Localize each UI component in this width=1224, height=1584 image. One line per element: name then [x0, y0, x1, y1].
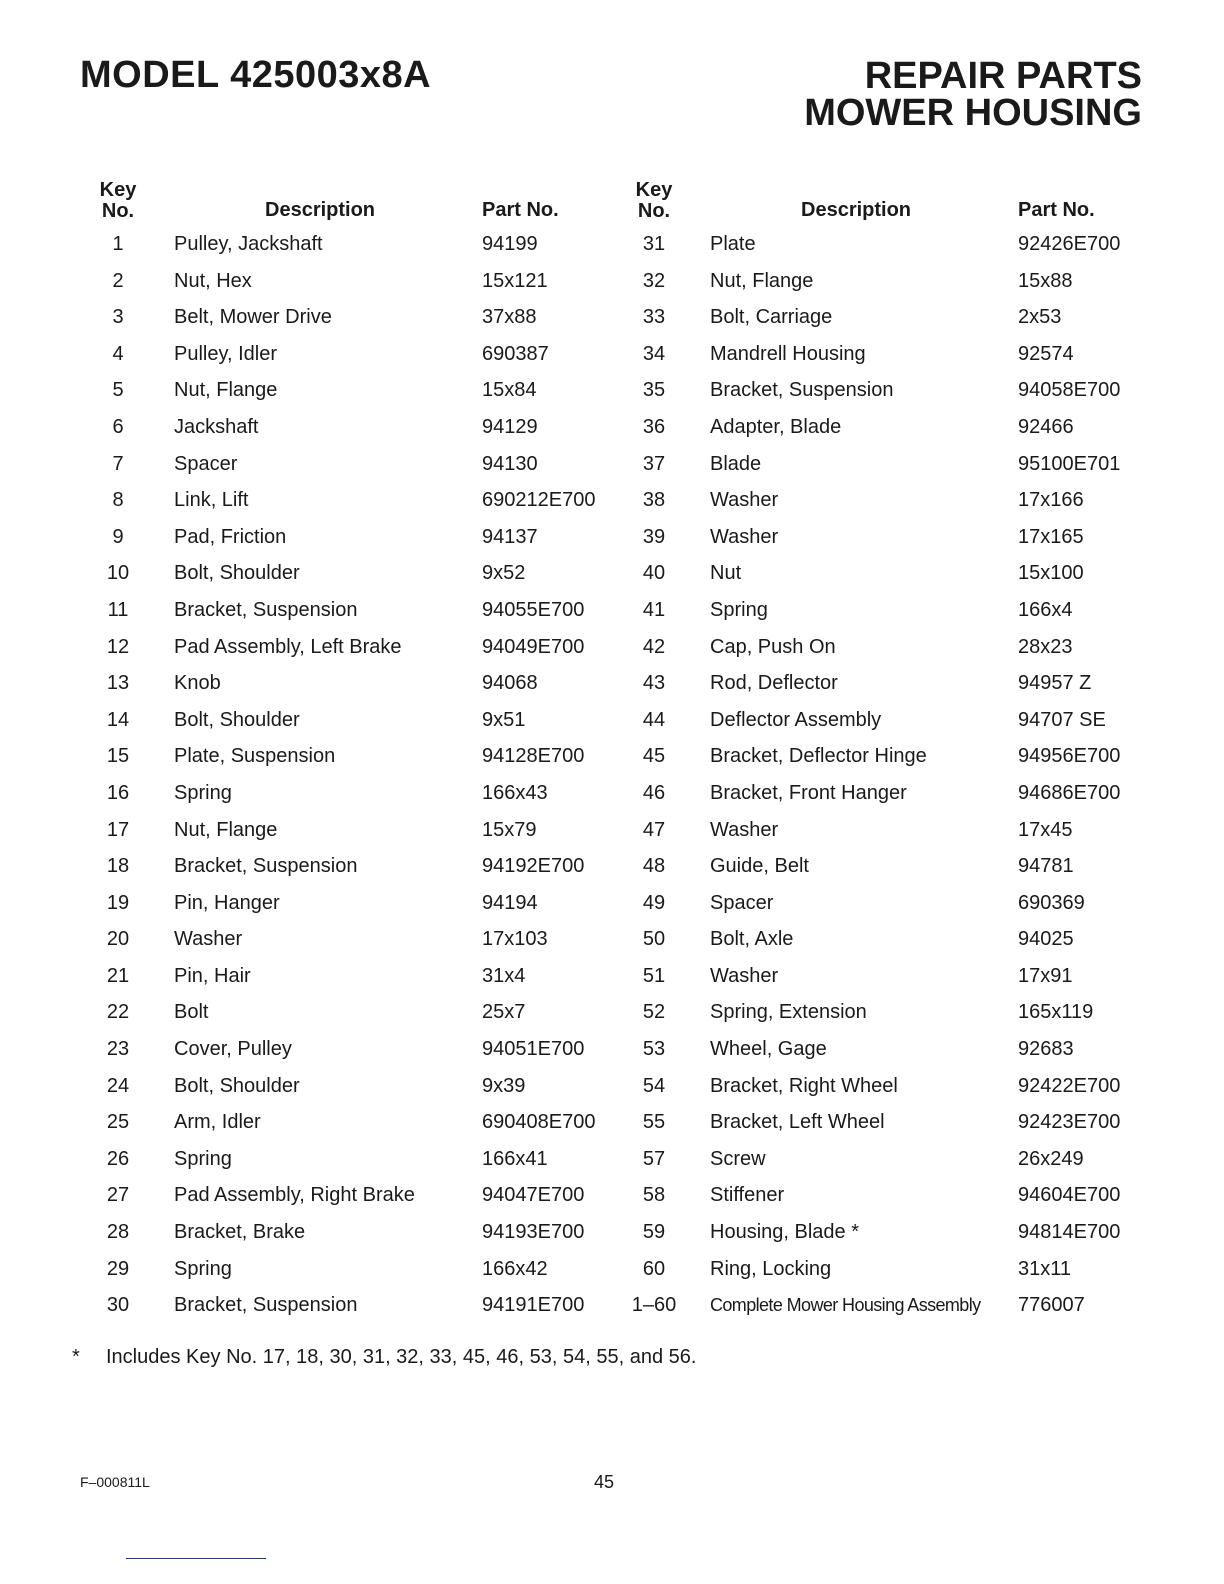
part-number: 94128E700 [482, 745, 585, 768]
key-number: 40 [642, 562, 666, 585]
part-description: Bolt, Axle [710, 928, 794, 951]
part-description: Bracket, Suspension [174, 855, 358, 878]
table-row [88, 885, 608, 922]
part-description: Bolt, Shoulder [174, 1074, 300, 1097]
key-number: 59 [642, 1221, 666, 1244]
part-description: Rod, Deflector [710, 672, 838, 695]
part-description: Jackshaft [174, 415, 259, 438]
table-row [88, 994, 608, 1031]
key-number: 39 [642, 525, 666, 548]
table-row [88, 372, 608, 409]
part-number: 92683 [1018, 1038, 1074, 1061]
table-row [88, 738, 608, 775]
part-description: Plate, Suspension [174, 745, 336, 768]
part-description: Bolt, Shoulder [174, 708, 300, 731]
table-row [88, 1031, 608, 1068]
part-number: 94137 [482, 525, 538, 548]
part-number: 92422E700 [1018, 1074, 1121, 1097]
part-number: 31x11 [1018, 1257, 1072, 1280]
key-number: 28 [106, 1221, 130, 1244]
part-number: 28x23 [1018, 635, 1073, 658]
key-number: 46 [642, 781, 666, 804]
part-description: Bracket, Front Hanger [710, 781, 907, 804]
key-number: 34 [642, 342, 666, 365]
part-description: Bracket, Brake [174, 1221, 306, 1244]
table-row [624, 629, 1144, 666]
key-number: 29 [106, 1257, 130, 1280]
part-number: 94193E700 [482, 1221, 585, 1244]
part-number: 92574 [1018, 342, 1074, 365]
part-description: Plate [710, 233, 756, 255]
table-row [624, 665, 1144, 702]
part-description: Washer [174, 928, 243, 951]
part-description: Pulley, Jackshaft [174, 233, 323, 255]
part-number: 94604E700 [1018, 1184, 1121, 1207]
key-number: 25 [106, 1111, 130, 1134]
part-number: 26x249 [1018, 1147, 1084, 1170]
part-number: 25x7 [482, 1001, 526, 1024]
key-number: 55 [642, 1111, 666, 1134]
part-number: 17x91 [1018, 964, 1073, 987]
key-number: 17 [106, 818, 130, 841]
part-number: 94707 SE [1018, 708, 1106, 731]
key-number: 23 [106, 1038, 130, 1061]
table-row [624, 1141, 1144, 1178]
key-number: 49 [642, 891, 666, 914]
table-row [624, 958, 1144, 995]
part-number: 15x88 [1018, 269, 1073, 292]
table-row [624, 1068, 1144, 1105]
key-number: 47 [642, 818, 666, 841]
key-number: 22 [106, 1001, 130, 1024]
part-description: Arm, Idler [174, 1111, 261, 1134]
table-row [88, 629, 608, 666]
key-number: 7 [112, 452, 124, 475]
part-description: Bracket, Left Wheel [710, 1111, 885, 1134]
table-row [624, 336, 1144, 373]
part-number: 37x88 [482, 306, 537, 329]
footnote-marker: * [72, 1346, 80, 1368]
right-description-header: Description [801, 199, 912, 221]
part-description: Bolt, Carriage [710, 306, 833, 329]
part-description: Housing, Blade * [710, 1221, 859, 1244]
part-number: 92466 [1018, 415, 1074, 438]
table-row [88, 482, 608, 519]
key-number: 1–60 [631, 1294, 677, 1317]
part-number: 690369 [1018, 891, 1085, 914]
part-number: 94781 [1018, 855, 1074, 878]
key-number: 37 [642, 452, 666, 475]
part-number: 17x165 [1018, 525, 1084, 548]
table-row [624, 482, 1144, 519]
table-row [624, 848, 1144, 885]
table-row [88, 592, 608, 629]
table-row [88, 336, 608, 373]
part-description: Adapter, Blade [710, 415, 842, 438]
part-number: 15x100 [1018, 562, 1084, 585]
part-description: Spring [174, 1147, 232, 1170]
table-row [624, 921, 1144, 958]
part-number: 95100E701 [1018, 452, 1121, 475]
key-number: 50 [642, 928, 666, 951]
part-description: Pad Assembly, Left Brake [174, 635, 402, 658]
footnote-text: Includes Key No. 17, 18, 30, 31, 32, 33, 45, 46, 53, 54, 55, and 56. [106, 1346, 697, 1368]
left-description-header: Description [265, 199, 376, 221]
table-row [88, 226, 608, 263]
part-description: Nut, Hex [174, 269, 252, 292]
key-number: 58 [642, 1184, 666, 1207]
table-row [88, 446, 608, 483]
part-description: Cover, Pulley [174, 1038, 292, 1061]
part-number: 94049E700 [482, 635, 585, 658]
part-description: Wheel, Gage [710, 1038, 827, 1061]
table-row [88, 555, 608, 592]
part-number: 94686E700 [1018, 781, 1121, 804]
table-row [88, 263, 608, 300]
right-parts-table [624, 226, 1144, 1324]
table-row [88, 958, 608, 995]
table-row [624, 409, 1144, 446]
key-number: 16 [106, 781, 130, 804]
table-row [624, 1104, 1144, 1141]
key-number: 44 [642, 708, 666, 731]
part-number: 9x51 [482, 708, 526, 731]
table-row [88, 921, 608, 958]
table-row [88, 775, 608, 812]
part-description: Stiffener [710, 1184, 785, 1207]
key-number: 43 [642, 672, 666, 695]
part-description: Washer [710, 818, 779, 841]
section-title-line2: MOWER HOUSING [804, 92, 1142, 134]
table-row [624, 994, 1144, 1031]
part-number: 166x41 [482, 1147, 548, 1170]
model-title: MODEL 425003x8A [80, 54, 432, 96]
left-part-no-header: Part No. [482, 199, 559, 221]
part-number: 92426E700 [1018, 233, 1121, 255]
part-number: 94814E700 [1018, 1221, 1121, 1244]
table-row [88, 299, 608, 336]
part-number: 166x43 [482, 781, 548, 804]
part-number: 94058E700 [1018, 379, 1121, 402]
part-description: Pin, Hair [174, 964, 251, 987]
key-number: 52 [642, 1001, 666, 1024]
key-number: 27 [106, 1184, 130, 1207]
part-description: Spacer [174, 452, 238, 475]
key-number: 9 [112, 525, 124, 548]
part-number: 94199 [482, 233, 538, 255]
part-description: Bracket, Right Wheel [710, 1074, 898, 1097]
part-number: 94055E700 [482, 598, 585, 621]
part-number: 94129 [482, 415, 538, 438]
key-number: 48 [642, 855, 666, 878]
part-number: 94191E700 [482, 1294, 585, 1317]
key-number: 2 [112, 269, 124, 292]
table-row [624, 1214, 1144, 1251]
part-description: Pad Assembly, Right Brake [174, 1184, 415, 1207]
part-description: Bolt [174, 1001, 209, 1024]
part-description: Screw [710, 1147, 766, 1170]
key-number: 54 [642, 1074, 666, 1097]
table-row [88, 848, 608, 885]
part-description: Spring, Extension [710, 1001, 867, 1024]
form-code: F–000811L [80, 1474, 150, 1490]
part-number: 165x119 [1018, 1001, 1094, 1024]
part-number: 15x79 [482, 818, 537, 841]
part-description: Nut [710, 562, 742, 585]
table-row [624, 446, 1144, 483]
table-row [88, 665, 608, 702]
key-number: 35 [642, 379, 666, 402]
key-number: 15 [106, 745, 130, 768]
part-description: Link, Lift [174, 489, 249, 512]
part-description: Bracket, Suspension [174, 598, 358, 621]
part-number: 776007 [1018, 1294, 1085, 1317]
table-row [624, 1031, 1144, 1068]
part-description: Spacer [710, 891, 774, 914]
key-number: 1 [112, 233, 124, 255]
part-description: Belt, Mower Drive [174, 306, 332, 329]
part-description: Washer [710, 525, 779, 548]
part-description: Pad, Friction [174, 525, 287, 548]
part-number: 15x121 [482, 269, 548, 292]
section-title [804, 55, 1142, 134]
key-number: 18 [106, 855, 130, 878]
table-row [88, 812, 608, 849]
key-number: 60 [642, 1257, 666, 1280]
table-row [624, 1251, 1144, 1288]
part-number: 166x4 [1018, 598, 1073, 621]
table-row [624, 592, 1144, 629]
key-number: 53 [642, 1038, 666, 1061]
part-description: Nut, Flange [710, 269, 814, 292]
key-number: 30 [106, 1294, 130, 1317]
right-key-header-line2: No. [637, 200, 671, 222]
right-key-header [624, 180, 684, 222]
part-number: 94025 [1018, 928, 1074, 951]
part-description: Cap, Push On [710, 635, 836, 658]
key-number: 20 [106, 928, 130, 951]
table-row [624, 226, 1144, 263]
key-number: 10 [106, 562, 130, 585]
part-number: 690408E700 [482, 1111, 596, 1134]
part-description: Guide, Belt [710, 855, 809, 878]
key-number: 51 [642, 964, 666, 987]
table-row [88, 409, 608, 446]
part-description: Bolt, Shoulder [174, 562, 300, 585]
key-number: 4 [112, 342, 124, 365]
part-number: 17x103 [482, 928, 548, 951]
table-row [624, 263, 1144, 300]
part-description: Washer [710, 964, 779, 987]
key-number: 45 [642, 745, 666, 768]
table-row [624, 812, 1144, 849]
key-number: 12 [106, 635, 130, 658]
table-row [624, 1177, 1144, 1214]
part-description: Complete Mower Housing Assembly [710, 1295, 981, 1316]
part-description: Ring, Locking [710, 1257, 832, 1280]
table-row [624, 738, 1144, 775]
key-number: 36 [642, 415, 666, 438]
key-number: 6 [112, 415, 124, 438]
left-key-header [88, 180, 148, 222]
table-row [624, 1287, 1144, 1324]
part-description: Bracket, Deflector Hinge [710, 745, 927, 768]
key-number: 57 [642, 1147, 666, 1170]
right-part-no-header: Part No. [1018, 199, 1095, 221]
table-row [624, 519, 1144, 556]
part-description: Mandrell Housing [710, 342, 866, 365]
key-number: 24 [106, 1074, 130, 1097]
key-number: 38 [642, 489, 666, 512]
part-number: 94047E700 [482, 1184, 585, 1207]
part-number: 166x42 [482, 1257, 548, 1280]
table-row [88, 1104, 608, 1141]
table-row [88, 702, 608, 739]
table-row [88, 1287, 608, 1324]
part-number: 94956E700 [1018, 745, 1121, 768]
part-description: Bracket, Suspension [174, 1294, 358, 1317]
table-row [624, 775, 1144, 812]
bottom-rule [126, 1558, 266, 1559]
part-number: 17x45 [1018, 818, 1073, 841]
part-number: 94068 [482, 672, 538, 695]
part-number: 92423E700 [1018, 1111, 1121, 1134]
table-row [88, 1177, 608, 1214]
table-row [624, 372, 1144, 409]
key-number: 41 [642, 598, 666, 621]
part-number: 690212E700 [482, 489, 596, 512]
key-number: 13 [106, 672, 130, 695]
part-number: 94051E700 [482, 1038, 585, 1061]
part-number: 94194 [482, 891, 538, 914]
part-number: 690387 [482, 342, 549, 365]
part-description: Pin, Hanger [174, 891, 280, 914]
part-number: 17x166 [1018, 489, 1084, 512]
part-number: 2x53 [1018, 306, 1062, 329]
part-description: Washer [710, 489, 779, 512]
left-key-header-line2: No. [101, 200, 135, 222]
part-description: Knob [174, 672, 221, 695]
key-number: 5 [112, 379, 124, 402]
part-number: 31x4 [482, 964, 526, 987]
key-number: 8 [112, 489, 124, 512]
key-number: 31 [642, 233, 666, 255]
part-description: Deflector Assembly [710, 708, 882, 731]
table-row [88, 519, 608, 556]
part-description: Blade [710, 452, 762, 475]
key-number: 32 [642, 269, 666, 292]
part-number: 15x84 [482, 379, 537, 402]
part-description: Spring [174, 1257, 232, 1280]
part-number: 94130 [482, 452, 538, 475]
key-number: 26 [106, 1147, 130, 1170]
key-number: 33 [642, 306, 666, 329]
left-key-header-line1: Key [99, 179, 137, 201]
key-number: 21 [106, 964, 130, 987]
table-row [88, 1141, 608, 1178]
key-number: 42 [642, 635, 666, 658]
part-number: 94192E700 [482, 855, 585, 878]
table-row [624, 885, 1144, 922]
part-description: Spring [710, 598, 768, 621]
table-row [88, 1068, 608, 1105]
part-description: Nut, Flange [174, 379, 278, 402]
key-number: 19 [106, 891, 130, 914]
table-row [624, 702, 1144, 739]
left-parts-table [88, 226, 608, 1324]
key-number: 11 [107, 598, 129, 621]
table-row [88, 1214, 608, 1251]
part-description: Nut, Flange [174, 818, 278, 841]
part-description: Spring [174, 781, 232, 804]
table-row [624, 299, 1144, 336]
section-title-line1: REPAIR PARTS [864, 55, 1142, 97]
part-number: 9x39 [482, 1074, 526, 1097]
table-row [88, 1251, 608, 1288]
part-description: Pulley, Idler [174, 342, 278, 365]
part-description: Bracket, Suspension [710, 379, 894, 402]
right-key-header-line1: Key [635, 179, 673, 201]
table-row [624, 555, 1144, 592]
part-number: 9x52 [482, 562, 526, 585]
key-number: 3 [112, 306, 124, 329]
page-number: 45 [594, 1472, 615, 1492]
part-number: 94957 Z [1018, 672, 1092, 695]
key-number: 14 [106, 708, 130, 731]
